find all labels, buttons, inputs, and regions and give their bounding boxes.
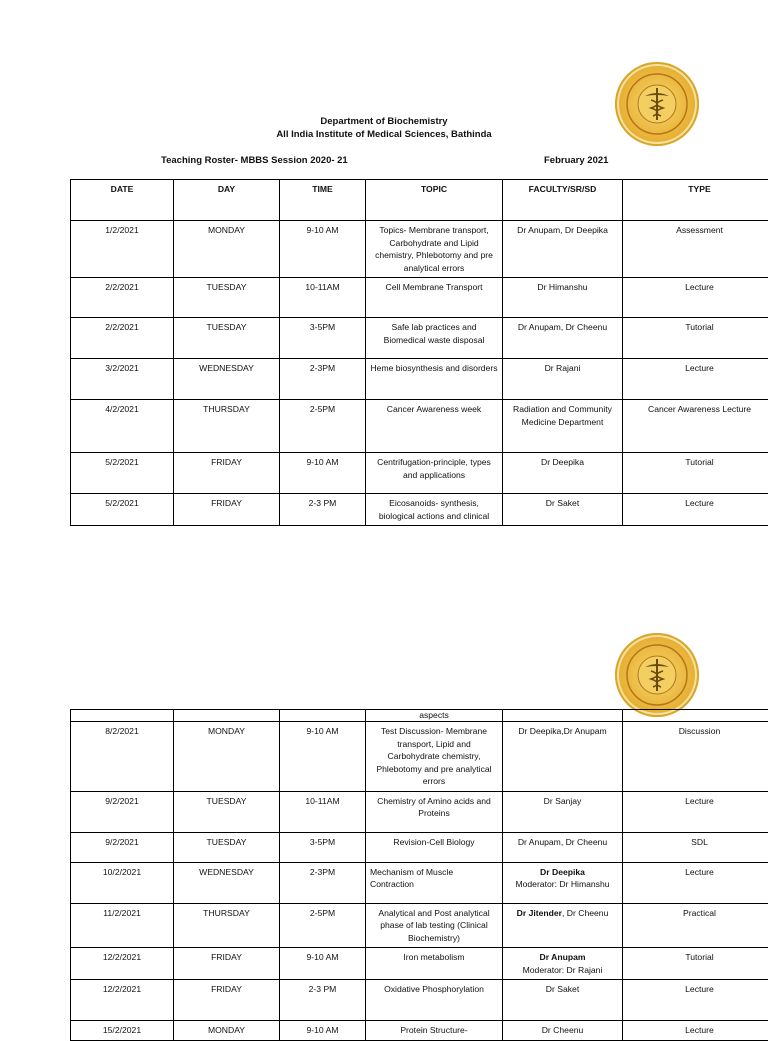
- cell-day: TUESDAY: [174, 832, 280, 862]
- cell-faculty: Dr Anupam, Dr Cheenu: [503, 318, 623, 359]
- cell-topic: Test Discussion- Membrane transport, Lipid and Carbohydrate chemistry, Phlebotomy and pre analytical errors: [366, 722, 503, 792]
- cell-time: 2-5PM: [280, 400, 366, 453]
- cell-topic: Safe lab practices and Biomedical waste disposal: [366, 318, 503, 359]
- cell-date: 4/2/2021: [71, 400, 174, 453]
- table-row: [71, 980, 768, 1021]
- cell-topic: Iron metabolism: [366, 948, 503, 980]
- cell-faculty: [503, 710, 623, 722]
- col-header-date: DATE: [71, 180, 174, 221]
- cell-day: FRIDAY: [174, 494, 280, 526]
- table-row: [71, 278, 768, 318]
- cell-day: TUESDAY: [174, 318, 280, 359]
- faculty-name-rest: , Dr Cheenu: [562, 908, 608, 918]
- cell-time: 10-11AM: [280, 278, 366, 318]
- cell-topic: Heme biosynthesis and disorders: [366, 359, 503, 400]
- cell-type: Tutorial: [623, 318, 768, 359]
- cell-date: 5/2/2021: [71, 494, 174, 526]
- table-row: [71, 862, 768, 903]
- faculty-name: Dr Jitender: [517, 908, 562, 918]
- cell-time: 2-3PM: [280, 862, 366, 903]
- cell-time: 9-10 AM: [280, 722, 366, 792]
- cell-faculty: Dr Anupam, Dr Deepika: [503, 221, 623, 278]
- table-row: [71, 400, 768, 453]
- faculty-moderator: Moderator: Dr Himanshu: [515, 879, 609, 889]
- cell-faculty: Dr Himanshu: [503, 278, 623, 318]
- cell-date: 12/2/2021: [71, 948, 174, 980]
- cell-time: 9-10 AM: [280, 221, 366, 278]
- cell-type: Cancer Awareness Lecture: [623, 400, 768, 453]
- cell-type: Lecture: [623, 494, 768, 526]
- cell-day: TUESDAY: [174, 791, 280, 832]
- cell-date: 10/2/2021: [71, 862, 174, 903]
- cell-topic: Cell Membrane Transport: [366, 278, 503, 318]
- cell-time: 9-10 AM: [280, 1021, 366, 1041]
- roster-table-1: [70, 179, 768, 526]
- cell-topic: aspects: [366, 710, 503, 722]
- cell-date: 1/2/2021: [71, 221, 174, 278]
- col-header-faculty: FACULTY/SR/SD: [503, 180, 623, 221]
- cell-faculty: Dr Cheenu: [503, 1021, 623, 1041]
- table-row: [71, 832, 768, 862]
- cell-topic: Chemistry of Amino acids and Proteins: [366, 791, 503, 832]
- cell-topic: Mechanism of Muscle Contraction: [366, 862, 503, 903]
- cell-topic: Cancer Awareness week: [366, 400, 503, 453]
- cell-time: 9-10 AM: [280, 453, 366, 494]
- cell-date: 2/2/2021: [71, 278, 174, 318]
- cell-time: 3-5PM: [280, 832, 366, 862]
- cell-time: [280, 710, 366, 722]
- table-row: [71, 221, 768, 278]
- col-header-time: TIME: [280, 180, 366, 221]
- cell-faculty: [503, 903, 623, 948]
- cell-topic: Oxidative Phosphorylation: [366, 980, 503, 1021]
- cell-date: 12/2/2021: [71, 980, 174, 1021]
- cell-date: 5/2/2021: [71, 453, 174, 494]
- cell-type: [623, 710, 768, 722]
- cell-type: Lecture: [623, 359, 768, 400]
- cell-faculty: Dr Anupam, Dr Cheenu: [503, 832, 623, 862]
- cell-day: FRIDAY: [174, 453, 280, 494]
- institute-name: All India Institute of Medical Sciences, Bathinda: [0, 129, 768, 140]
- cell-topic: Protein Structure-: [366, 1021, 503, 1041]
- table-row: [71, 494, 768, 526]
- roster-table-2: [70, 709, 768, 1041]
- table-row: [71, 453, 768, 494]
- cell-time: 10-11AM: [280, 791, 366, 832]
- table-row: [71, 903, 768, 948]
- cell-topic: Topics- Membrane transport, Carbohydrate and Lipid chemistry, Phlebotomy and pre analytical errors: [366, 221, 503, 278]
- cell-time: 2-3PM: [280, 359, 366, 400]
- table-row: [71, 359, 768, 400]
- cell-type: Tutorial: [623, 453, 768, 494]
- cell-faculty: Radiation and Community Medicine Department: [503, 400, 623, 453]
- cell-type: Lecture: [623, 1021, 768, 1041]
- cell-day: THURSDAY: [174, 400, 280, 453]
- institute-logo-bottom: [615, 633, 699, 717]
- cell-date: 9/2/2021: [71, 791, 174, 832]
- cell-type: SDL: [623, 832, 768, 862]
- cell-type: Lecture: [623, 980, 768, 1021]
- faculty-name: Dr Anupam: [540, 952, 586, 962]
- cell-time: 2-3 PM: [280, 980, 366, 1021]
- col-header-topic: TOPIC: [366, 180, 503, 221]
- faculty-name: Dr Deepika: [540, 867, 585, 877]
- cell-day: MONDAY: [174, 722, 280, 792]
- table-row: [71, 722, 768, 792]
- cell-day: MONDAY: [174, 1021, 280, 1041]
- department-name: Department of Biochemistry: [0, 116, 768, 127]
- cell-type: Practical: [623, 903, 768, 948]
- cell-day: TUESDAY: [174, 278, 280, 318]
- cell-topic: Centrifugation-principle, types and applications: [366, 453, 503, 494]
- caduceus-emblem-icon: [615, 633, 699, 717]
- table-row: [71, 791, 768, 832]
- cell-day: WEDNESDAY: [174, 359, 280, 400]
- cell-time: 2-5PM: [280, 903, 366, 948]
- cell-type: Lecture: [623, 278, 768, 318]
- cell-faculty: [503, 948, 623, 980]
- cell-date: 3/2/2021: [71, 359, 174, 400]
- cell-date: 15/2/2021: [71, 1021, 174, 1041]
- cell-faculty: Dr Deepika,Dr Anupam: [503, 722, 623, 792]
- cell-date: 8/2/2021: [71, 722, 174, 792]
- cell-topic: Revision-Cell Biology: [366, 832, 503, 862]
- cell-type: Tutorial: [623, 948, 768, 980]
- cell-type: Assessment: [623, 221, 768, 278]
- cell-type: Discussion: [623, 722, 768, 792]
- cell-time: 9-10 AM: [280, 948, 366, 980]
- cell-faculty: Dr Rajani: [503, 359, 623, 400]
- cell-day: [174, 710, 280, 722]
- table-header-row: [71, 180, 768, 221]
- cell-type: Lecture: [623, 791, 768, 832]
- cell-faculty: Dr Saket: [503, 980, 623, 1021]
- col-header-day: DAY: [174, 180, 280, 221]
- cell-date: 9/2/2021: [71, 832, 174, 862]
- cell-day: FRIDAY: [174, 948, 280, 980]
- table-row: [71, 318, 768, 359]
- cell-day: WEDNESDAY: [174, 862, 280, 903]
- cell-faculty: Dr Sanjay: [503, 791, 623, 832]
- col-header-type: TYPE: [623, 180, 768, 221]
- cell-day: THURSDAY: [174, 903, 280, 948]
- cell-time: 2-3 PM: [280, 494, 366, 526]
- cell-faculty: [503, 862, 623, 903]
- cell-date: [71, 710, 174, 722]
- cell-faculty: Dr Deepika: [503, 453, 623, 494]
- roster-title: Teaching Roster- MBBS Session 2020- 21: [161, 155, 348, 166]
- roster-month: February 2021: [544, 155, 608, 166]
- cell-type: Lecture: [623, 862, 768, 903]
- cell-date: 11/2/2021: [71, 903, 174, 948]
- cell-faculty: Dr Saket: [503, 494, 623, 526]
- cell-topic: Eicosanoids- synthesis, biological actions and clinical: [366, 494, 503, 526]
- table-row: [71, 710, 768, 722]
- cell-time: 3-5PM: [280, 318, 366, 359]
- cell-day: MONDAY: [174, 221, 280, 278]
- cell-topic: Analytical and Post analytical phase of lab testing (Clinical Biochemistry): [366, 903, 503, 948]
- cell-date: 2/2/2021: [71, 318, 174, 359]
- faculty-moderator: Moderator: Dr Rajani: [523, 965, 603, 975]
- table-row: [71, 948, 768, 980]
- cell-day: FRIDAY: [174, 980, 280, 1021]
